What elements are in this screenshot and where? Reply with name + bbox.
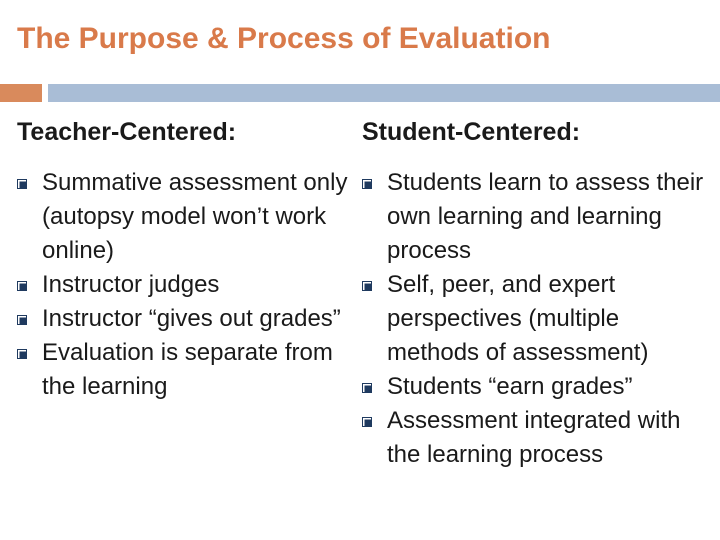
checkbox-bullet-icon <box>362 179 372 189</box>
list-item-text: Self, peer, and expert perspectives (multiple methods of assessment) <box>387 271 649 366</box>
list-item <box>17 268 357 302</box>
title-accent-bar-blue <box>48 84 720 102</box>
list-item-text: Students learn to assess their own learning and learning process <box>387 169 704 264</box>
list-item-text: Summative assessment only (autopsy model won’t work online) <box>42 169 348 264</box>
list-item-text: Students “earn grades” <box>387 373 633 400</box>
student-centered-column <box>362 114 712 472</box>
title-accent-bar-orange <box>0 84 42 102</box>
checkbox-bullet-icon <box>17 349 27 359</box>
list-item <box>362 268 712 370</box>
checkbox-bullet-icon <box>362 383 372 393</box>
list-item <box>17 336 357 404</box>
teacher-centered-column <box>17 114 357 404</box>
checkbox-bullet-icon <box>362 281 372 291</box>
list-item-text: Instructor “gives out grades” <box>42 305 341 332</box>
student-centered-list <box>362 166 712 472</box>
checkbox-bullet-icon <box>362 417 372 427</box>
list-item <box>17 302 357 336</box>
teacher-centered-heading: Teacher-Centered: <box>17 118 237 146</box>
list-item <box>362 370 712 404</box>
list-item <box>362 404 712 472</box>
checkbox-bullet-icon <box>17 315 27 325</box>
list-item <box>17 166 357 268</box>
list-item-text: Instructor judges <box>42 271 220 298</box>
slide-title: The Purpose & Process of Evaluation <box>17 22 551 55</box>
checkbox-bullet-icon <box>17 281 27 291</box>
list-item-text: Assessment integrated with the learning process <box>387 407 681 468</box>
list-item-text: Evaluation is separate from the learning <box>42 339 333 400</box>
student-centered-heading: Student-Centered: <box>362 118 581 146</box>
teacher-centered-list <box>17 166 357 404</box>
checkbox-bullet-icon <box>17 179 27 189</box>
list-item <box>362 166 712 268</box>
